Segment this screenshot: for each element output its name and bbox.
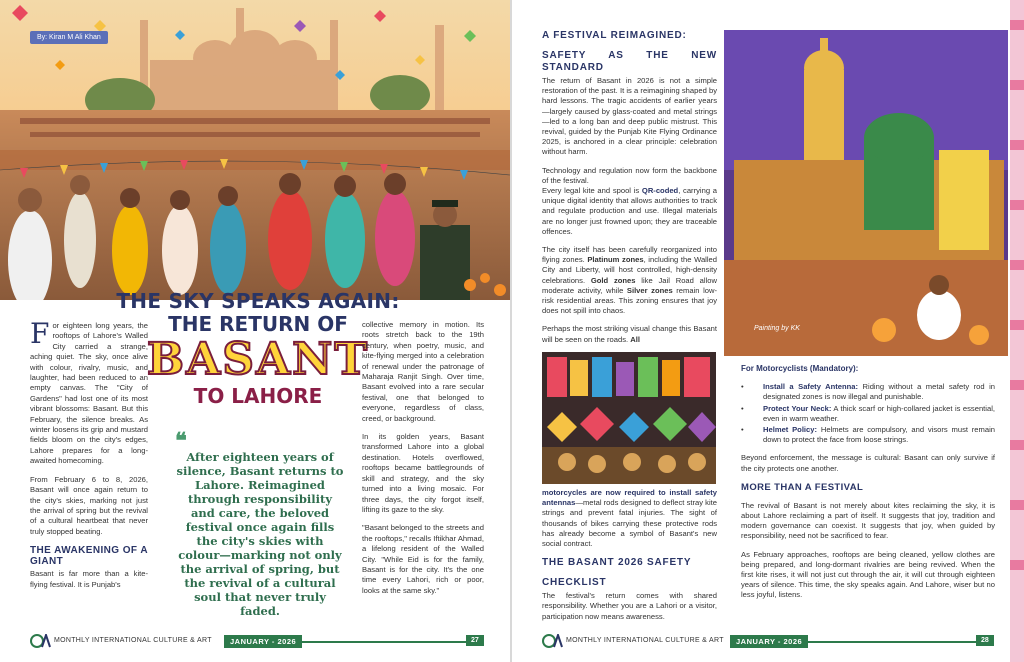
left-column-2 <box>362 320 484 604</box>
mosque-painting <box>724 30 1008 356</box>
festival-heading-2: SAFETY AS THE NEW STANDARD <box>542 50 717 73</box>
page-number: 27 <box>466 635 484 646</box>
dates-paragraph: From February 6 to 8, 2026, Basant will once again return to the city's skies, marking not just the arrival of spring but the revival of a cultural heartbeat that never truly stopped beating. <box>30 474 148 536</box>
issue-date: JANUARY - 2026 <box>224 635 302 648</box>
title-basant: BASANT <box>146 334 370 385</box>
qr-paragraph: Every legal kite and spool is QR-coded, carrying a unique digital identity that allows authorities to track and regulate production and use. Illegal materials are no longer just frowned upon; they are traceable offences. <box>542 186 717 236</box>
painting-signature: Painting by KK <box>754 325 800 332</box>
title-line-2: THE RETURN OF <box>168 312 348 336</box>
issue-date: JANUARY - 2026 <box>730 635 808 648</box>
footer-rule <box>806 641 976 643</box>
kite-market-photo <box>542 352 716 484</box>
checklist-heading-2: CHECKLIST <box>542 577 607 589</box>
motorcyclist-checklist <box>741 382 995 445</box>
decorative-stripe <box>1010 0 1024 662</box>
checklist-item: • Protect Your Neck: A thick scarf or high-collared jacket is essential, even in warm weather. <box>763 404 995 424</box>
awakening-heading: THE AWAKENING OF A GIANT <box>30 545 148 568</box>
right-column-2 <box>741 364 995 609</box>
checklist-heading-1: THE BASANT 2026 SAFETY <box>542 557 692 569</box>
checklist-item: • Install a Safety Antenna: Riding without a metal safety rod in designated zones is now illegal and punishable. <box>763 382 995 402</box>
page-number: 28 <box>976 635 994 646</box>
quote-mark-icon: ❝ <box>175 428 187 453</box>
right-column-1-lower <box>542 488 717 630</box>
drop-cap: F <box>30 317 50 350</box>
festival-heading-1: A FESTIVAL REIMAGINED: <box>542 30 687 41</box>
history-paragraph: collective memory in motion. Its roots stretch back to the 19th century, when poetry, music, and kite-flying merged into a celebration of renewal under the patronage of Maharaja Ranjit Singh. Over time, Basant evolved into a rare secular festival, one that belonged to everyone, regardless of class, creed, or background. <box>362 320 484 423</box>
antenna-paragraph: motorcycles are now required to install safety antennas—metal rods designed to deflect stray kite strings and prevent fatal injuries. The sight of thousands of bikes carrying these protective rods has already become a symbol of Basant's new social contract. <box>542 488 717 549</box>
hero-illustration <box>0 0 510 300</box>
footer-rule <box>300 641 466 643</box>
magazine-logo-icon <box>542 634 564 648</box>
motorcyclists-heading: For Motorcyclists (Mandatory): <box>741 364 859 373</box>
right-column-1 <box>542 30 717 353</box>
byline: By: Kiran M Ali Khan <box>30 31 108 44</box>
zones-paragraph: The city itself has been carefully reorganized into flying zones. Platinum zones, including the Walled City and Liberty, will host controlled, high-density celebrations. Gold zones like Jail Road allow moderate activity, while Silver zones remain low-risk residential areas. This zoning ensures that joy does not spill into chaos. <box>542 245 717 316</box>
magazine-name: MONTHLY INTERNATIONAL CULTURE & ART <box>54 637 212 644</box>
right-page <box>512 0 1024 662</box>
roads-paragraph: Perhaps the most striking visual change this Basant will be seen on the roads. All <box>542 324 717 344</box>
closing-paragraph: As February approaches, rooftops are being cleaned, yellow clothes are being prepared, and long-dormant rivalries are being revived. When the first kite rises, it will not just cut through the air, it will cut through eighteen years of silence. This time, the sky speaks again. And Lahore, wiser but no less joyful, listens. <box>741 549 995 600</box>
title-line-1: THE SKY SPEAKS AGAIN: <box>116 289 400 313</box>
intro-paragraph: For eighteen long years, the rooftops of Lahore's Walled City carried a strange, aching quiet. The sky, once alive with colour, rivalry, music, and laughter, had been reduced to an empty canvas. The "City of Gardens" had lost one of its most vibrant blossoms: Basant. But this February, the silence breaks. As winter loosens its grip and mustard fields bloom on the city's edges, Lahore prepares for a long-awaited homecoming. <box>30 317 148 466</box>
resident-quote-paragraph: "Basant belonged to the streets and the rooftops," recalls Iftikhar Ahmad, a lifelong resident of the Walled City. "While Eid is for the family, Basant is for the city. It's the one time every Lahori, rich or poor, looks at the same sky." <box>362 523 484 595</box>
magazine-logo-icon <box>30 634 52 648</box>
pull-quote <box>175 428 345 618</box>
pull-quote-text: After eighteen years of silence, Basant returns to Lahore. Reimagined through responsibility and care, the beloved festival once again fills the city's skies with colour—marking not only the arrival of spring, but the revival of a cultural soul that never truly faded. <box>176 450 344 618</box>
magazine-name: MONTHLY INTERNATIONAL CULTURE & ART <box>566 637 724 644</box>
technology-paragraph: Technology and regulation now form the backbone of the festival. <box>542 165 717 185</box>
left-page <box>0 0 510 662</box>
awakening-paragraph: Basant is far more than a kite-flying festival. It is Punjab's <box>30 569 148 589</box>
checklist-item: • Helmet Policy: Helmets are compulsory, and visors must remain down to protect the face from loose strings. <box>763 425 995 445</box>
right-footer <box>512 634 1024 650</box>
title-line-4: TO LAHORE <box>193 384 323 408</box>
revival-paragraph: The revival of Basant is not merely about kites reclaiming the sky, it is about Lahore reclaiming a part of itself. It suggests that joy, tradition and modern governance can coexist. It suggests that joy, when guided by responsibility, need not be sacrificed to fear. <box>741 500 995 541</box>
restoration-paragraph: The return of Basant in 2026 is not a simple restoration of the past. It is a reimagining shaped by hard lessons. The tragic accidents of earlier years—largely caused by glass-coated and metal strings—led to a long ban and deep public mistrust. This revival, guided by the Punjab Kite Flying Ordinance 2025, is anchored in a clear principle: celebration without harm. <box>542 76 717 157</box>
more-heading: MORE THAN A FESTIVAL <box>741 481 864 493</box>
checklist-intro: The festival's return comes with shared responsibility. Whether you are a Lahori or a visitor, participation now means awareness. <box>542 591 717 621</box>
golden-years-paragraph: In its golden years, Basant transformed Lahore into a global destination. Hotels overflowed, rooftops became battlegrounds of skill and strategy, and the sky turned into a living mosaic. For three days, the city forgot itself, lifting its gaze to the sky. <box>362 432 484 514</box>
enforcement-paragraph: Beyond enforcement, the message is cultural: Basant can only survive if the city protects one another. <box>741 453 995 473</box>
left-footer <box>0 634 510 650</box>
left-column-1 <box>30 317 148 598</box>
